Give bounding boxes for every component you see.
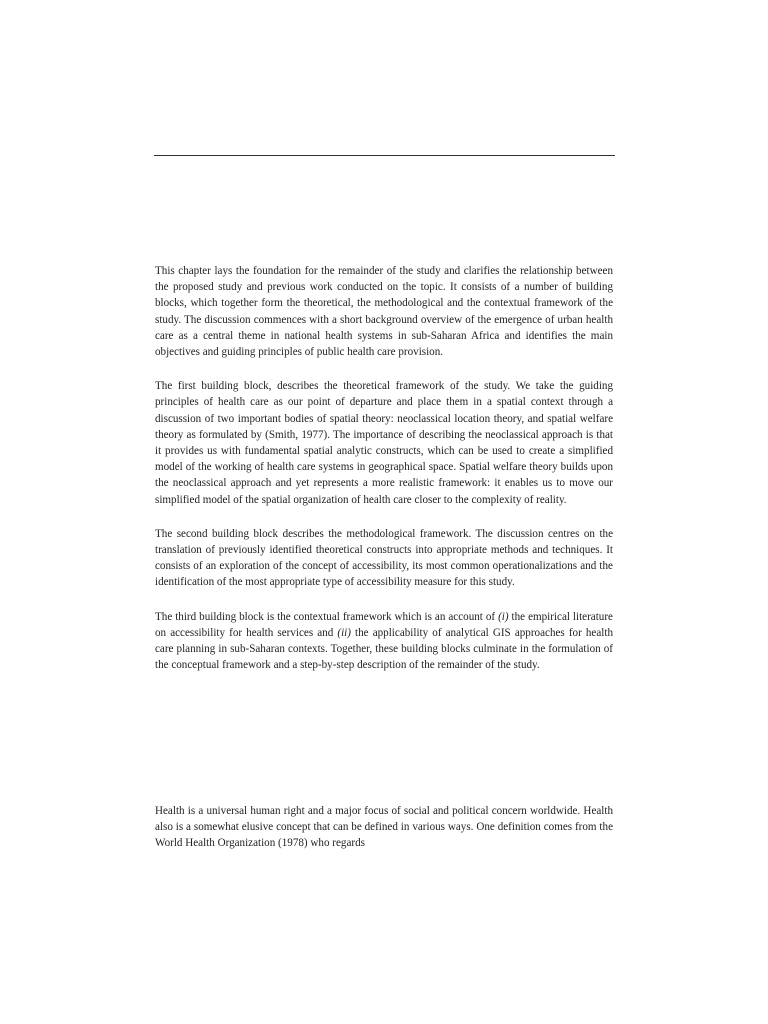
health-paragraph-1: Health is a universal human right and a major focus of social and political concern worldwide. Health also is a somewhat elusive concept that can be defined in various ways. One definition comes from the World Health Organization (1978) who regards [155,805,613,850]
health-section [155,803,613,870]
intro-paragraph-2: The first building block, describes the theoretical framework of the study. We take the guiding principles of health care as our point of departure and place them in a spatial context through a discussion of two important bodies of spatial theory: neoclassical location theory, and spatial welfare theory as formulated by (Smith, 1977). The importance of describing the neoclassical approach is that it provides us with fundamental spatial analytic constructs, which can be used to create a simplified model of the working of health care systems in geographical space. Spatial welfare theory builds upon the neoclassical approach and yet represents a more realistic framework: it enables us to move our simplified model of the spatial organization of health care closer to the complexity of reality. [155,380,613,506]
intro-paragraph-4-part-2: the empirical literature on accessibility for health services and [155,610,613,639]
intro-paragraph-3: The second building block describes the methodological framework. The discussion centres on the translation of previously identified theoretical constructs into appropriate methods and techniques. It consists of an exploration of the concept of accessibility, its most common operationalizations and the identification of the most appropriate type of accessibility measure for this study. [155,527,613,589]
intro-section [155,263,613,691]
intro-paragraph-4-part-3: the applicability of analytical GIS approaches for health care planning in sub-Saharan contexts. Together, these building blocks culminate in the formulation of the conceptual framework and a step-by-step description of the remainder of the study. [155,626,613,672]
header-rule [154,155,615,156]
intro-paragraph-4 [155,609,613,674]
intro-paragraph-4-numeral-1: (i) [498,610,509,623]
intro-paragraph-1: This chapter lays the foundation for the remainder of the study and clarifies the relationship between the proposed study and previous work conducted on the topic. It consists of a number of building blocks, which together form the theoretical, the methodological and the contextual framework of the study. The discussion commences with a short background overview of the emergence of urban health care as a central theme in national health systems in sub-Saharan Africa and identifies the main objectives and guiding principles of public health care provision. [155,265,613,359]
intro-paragraph-4-numeral-2: (ii) [337,626,351,639]
intro-paragraph-4-part-1: The third building block is the contextual framework which is an account of [155,610,499,623]
